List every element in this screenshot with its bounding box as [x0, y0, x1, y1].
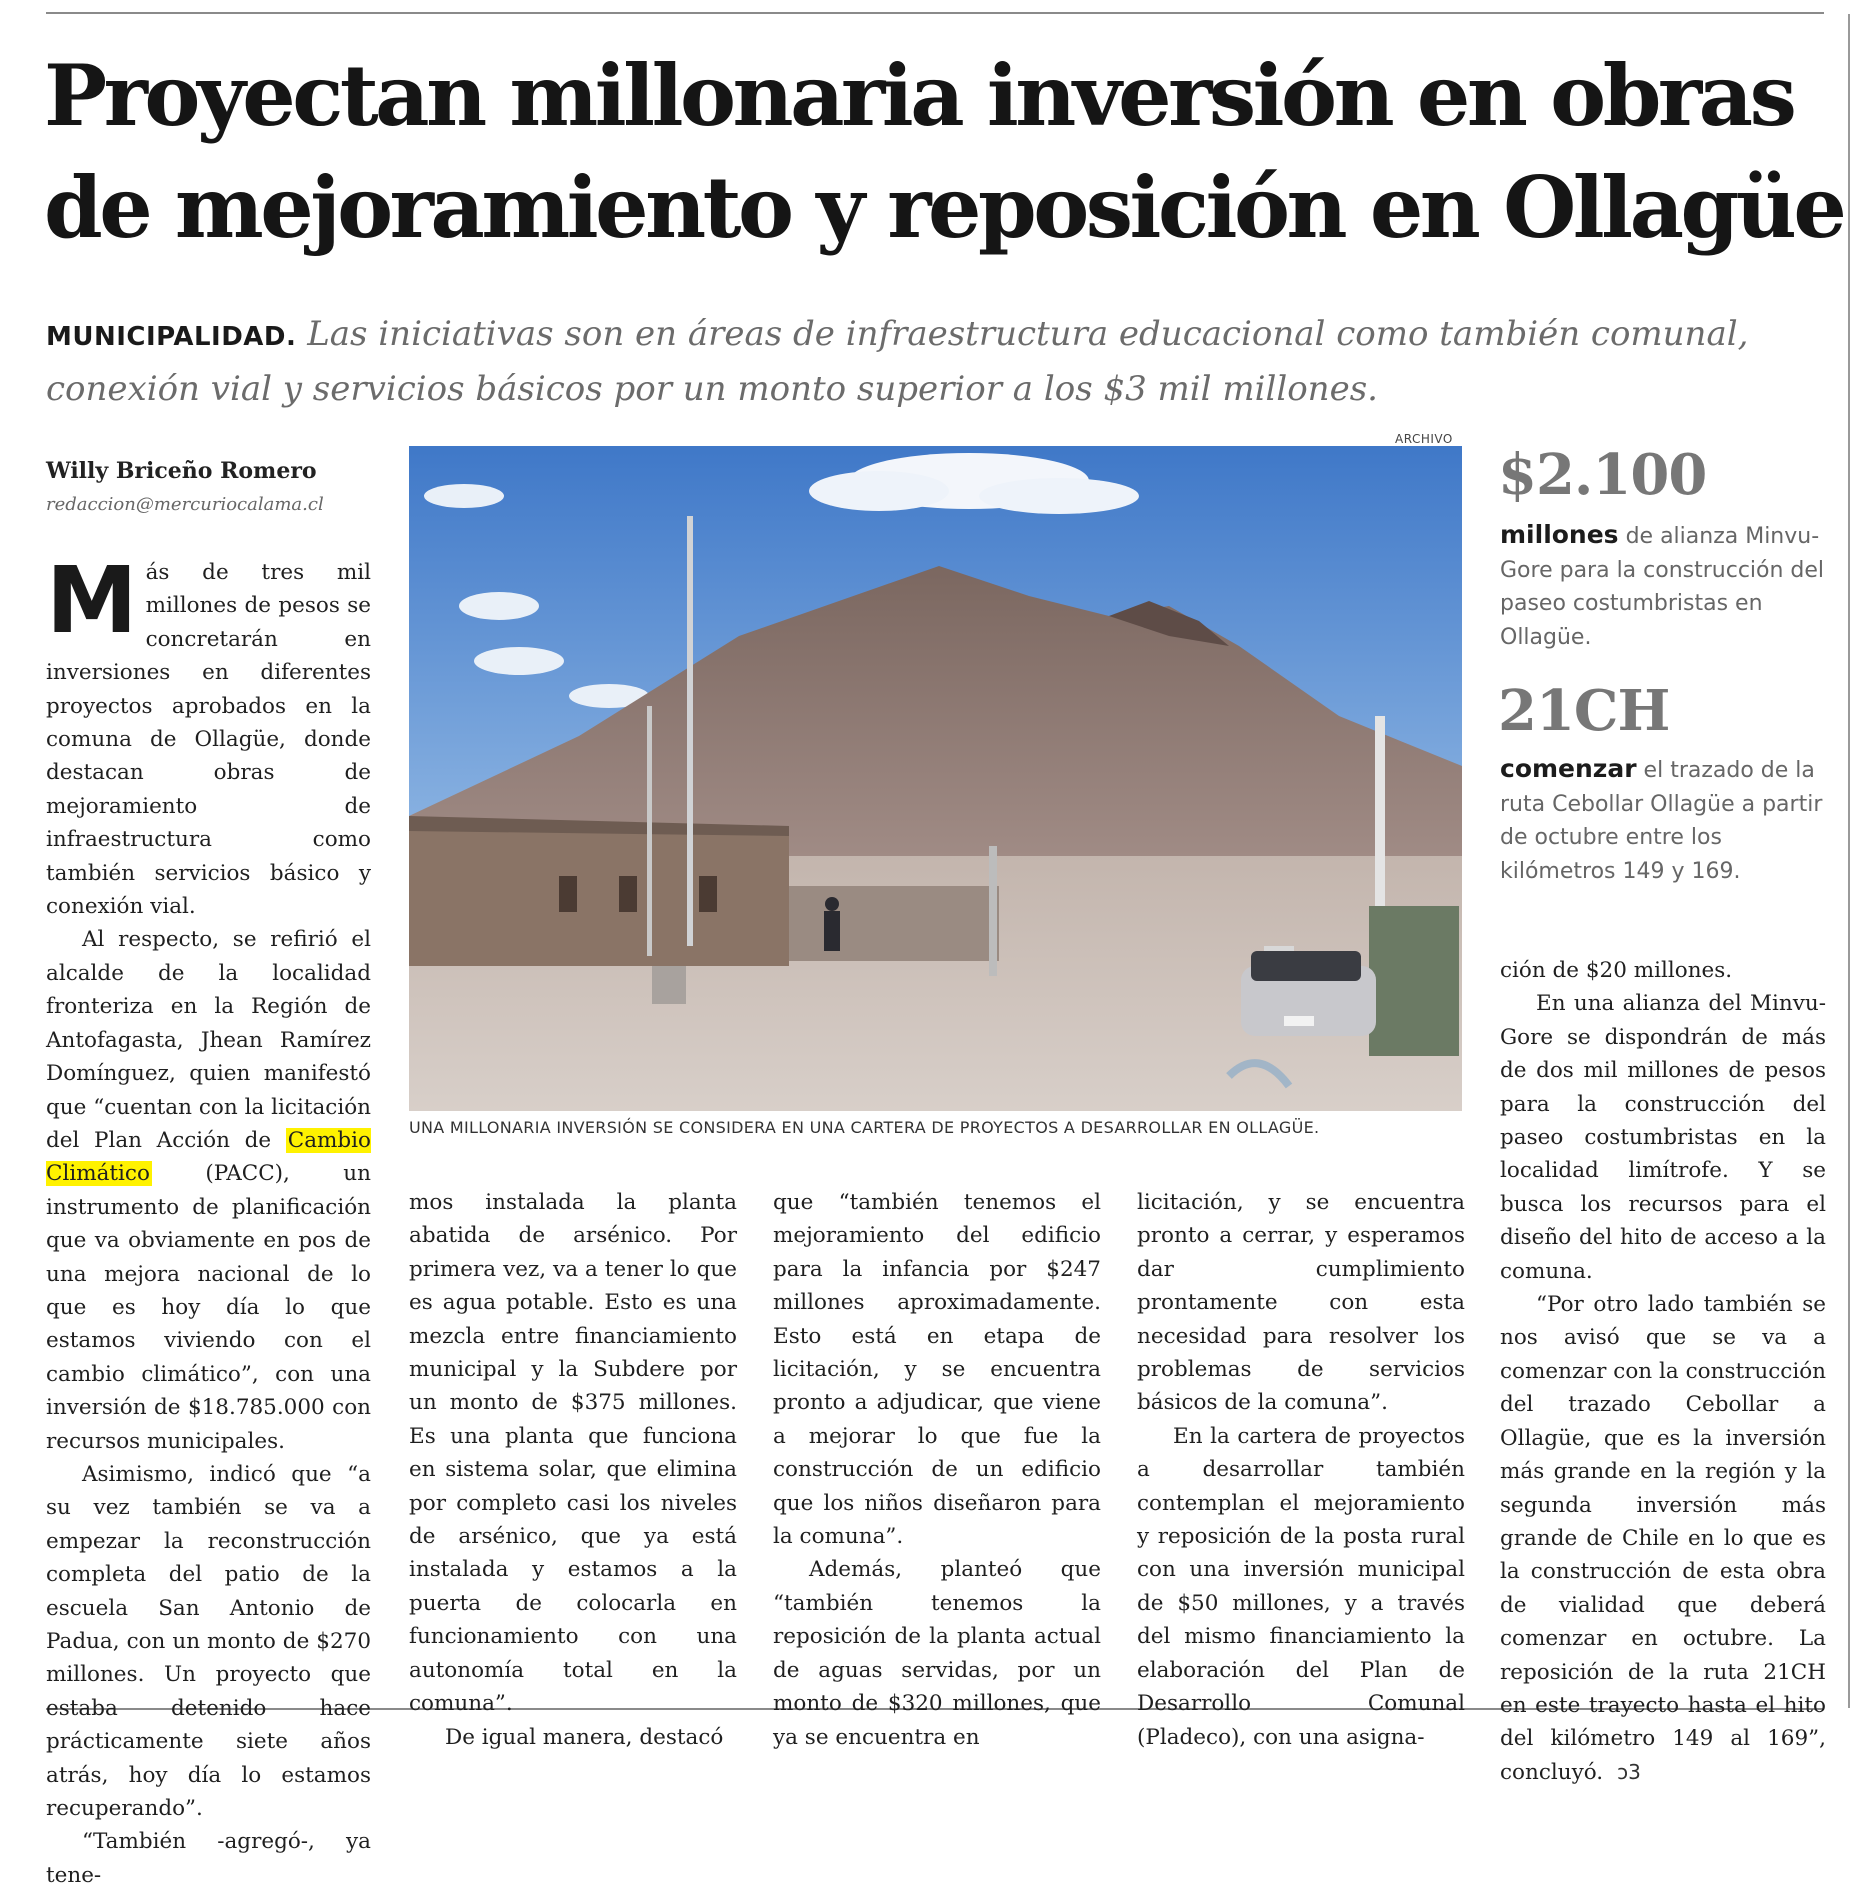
body-column-1: [46, 547, 371, 1892]
body-paragraph: Asimismo, indicó que “a su vez también se va a empezar la reconstrucción completa del patio de la escuela San Antonio de Padua, con un monto de $270 millones. Un proyecto que estaba detenido hace prácticamente siete años atrás, hoy día lo estamos recuperando”.: [46, 1461, 371, 1822]
sidebar-bold-1: millones: [1500, 520, 1619, 549]
sidebar-figure-1: $2.100: [1498, 442, 1707, 508]
article-deck: [46, 308, 1836, 415]
sidebar-detail-1: de alianza Minvu-Gore para la construcción del paseo costumbristas en Ollagüe.: [1500, 524, 1825, 650]
highlighted-term: Cambio Climático: [46, 1127, 371, 1187]
body-paragraph: mos instalada la planta abatida de arsénico. Por primera vez, va a tener lo que es agua potable. Esto es una mezcla entre financiamiento municipal y la Subdere por un monto de $375 millones. Es una planta que funciona en sistema solar, que elimina por completo casi los niveles de arsénico, que ya está instalada y estamos a la puerta de colocarla en funcionamiento con una autonomía total en la comuna”.: [409, 1190, 737, 1717]
body-paragraph: En una alianza del Minvu-Gore se dispondrán de más de dos mil millones de pesos para la construcción del paseo costumbristas en la localidad limítrofe. Y se busca los recursos para el diseño del hito de acceso a la comuna.: [1500, 991, 1826, 1284]
body-paragraph: Además, planteó que “también tenemos la reposición de la planta actual de aguas servidas, por un monto de $320 millones, que ya se encuentra en: [773, 1557, 1101, 1750]
sidebar-text-1: [1500, 518, 1830, 654]
photo-credit: ARCHIVO: [1395, 432, 1453, 446]
paragraph-text: ás de tres mil millones de pesos se concretarán en inversiones en diferentes proyectos aprobados en la comuna de Ollagüe, donde destacan obras de mejoramiento de infraestructura como también servicios básico y conexión vial.: [46, 560, 371, 920]
body-paragraph: ción de $20 millones.: [1500, 958, 1733, 983]
end-mark-icon: ↄ3: [1617, 1759, 1641, 1784]
body-paragraph: licitación, y se encuentra pronto a cerrar, y esperamos dar cumplimiento prontamente con esta necesidad para resolver los problemas de servicios básicos de la comuna”.: [1137, 1190, 1465, 1416]
body-column-2: [409, 1186, 737, 1754]
body-column-5: [1500, 954, 1826, 1789]
paragraph-text: “Por otro lado también se nos avisó que se va a comenzar con la construcción del trazado Cebollar a Ollagüe, que es la inversión más grande en la región y la segunda inversión más grande de Chile en lo que es la construcción de esta obra de vialidad que deberá comenzar en octubre. La reposición de la ruta 21CH en este trayecto hasta el hito del kilómetro 149 al 169”, concluyó.: [1500, 1292, 1826, 1785]
paragraph-text: Al respecto, se refirió el alcalde de la localidad fronteriza en la Región de Antofagasta, Jhean Ramírez Domínguez, quien manifestó que “cuentan con la licitación del Plan Acción de: [46, 927, 371, 1153]
body-paragraph: [1500, 1288, 1826, 1789]
body-paragraph: “También -agregó-, ya tene-: [46, 1829, 371, 1888]
deck-text: Las iniciativas son en áreas de infraestructura educacional como también comunal, conexión vial y servicios básicos por un monto superior a los $3 mil millones.: [46, 314, 1749, 409]
byline-author: Willy Briceño Romero: [46, 458, 317, 484]
deck-kicker: MUNICIPALIDAD.: [46, 322, 297, 352]
sidebar-detail-2: el trazado de la ruta Cebollar Ollagüe a partir de octubre entre los kilómetros 149 y 169.: [1500, 758, 1823, 884]
body-paragraph: En la cartera de proyectos a desarrollar también contemplan el mejoramiento y reposición de la posta rural con una inversión municipal de $50 millones, y a través del mismo financiamiento la elaboración del Plan de Desarrollo Comunal (Pladeco), con una asigna-: [1137, 1423, 1465, 1750]
drop-cap: M: [46, 547, 138, 654]
volcano-village-illustration: [409, 446, 1462, 1111]
body-paragraph: que “también tenemos el mejoramiento del edificio para la infancia por $247 millones aproximadamente. Esto está en etapa de licitación, y se encuentra pronto a adjudicar, que viene a mejorar lo que fue la construcción de un edificio que los niños diseñaron para la comuna”.: [773, 1190, 1101, 1550]
sidebar-figure-2: 21CH: [1498, 678, 1670, 744]
sidebar-bold-2: comenzar: [1500, 754, 1637, 783]
sidebar-text-2: [1500, 752, 1830, 888]
top-rule: [46, 12, 1824, 14]
right-rule: [1848, 14, 1850, 1708]
paragraph-text: (PACC), un instrumento de planificación que va obviamente en pos de una mejora nacional de lo que es hoy día lo que estamos viviendo con el cambio climático”, con una inversión de $18.785.000 con recursos municipales.: [46, 1161, 371, 1454]
article-headline: Proyectan millonaria inversión en obras de mejoramiento y reposición en Ollagüe: [44, 46, 1844, 257]
body-column-4: [1137, 1186, 1465, 1754]
byline-email: redaccion@mercuriocalama.cl: [46, 494, 324, 515]
body-paragraph: [46, 923, 371, 1458]
photo-caption: UNA MILLONARIA INVERSIÓN SE CONSIDERA EN UNA CARTERA DE PROYECTOS A DESARROLLAR EN OLLAGÜE.: [409, 1118, 1320, 1137]
article-photo: [409, 446, 1462, 1111]
body-paragraph: De igual manera, destacó: [445, 1724, 724, 1750]
body-paragraph: [46, 547, 371, 923]
body-column-3: [773, 1186, 1101, 1754]
